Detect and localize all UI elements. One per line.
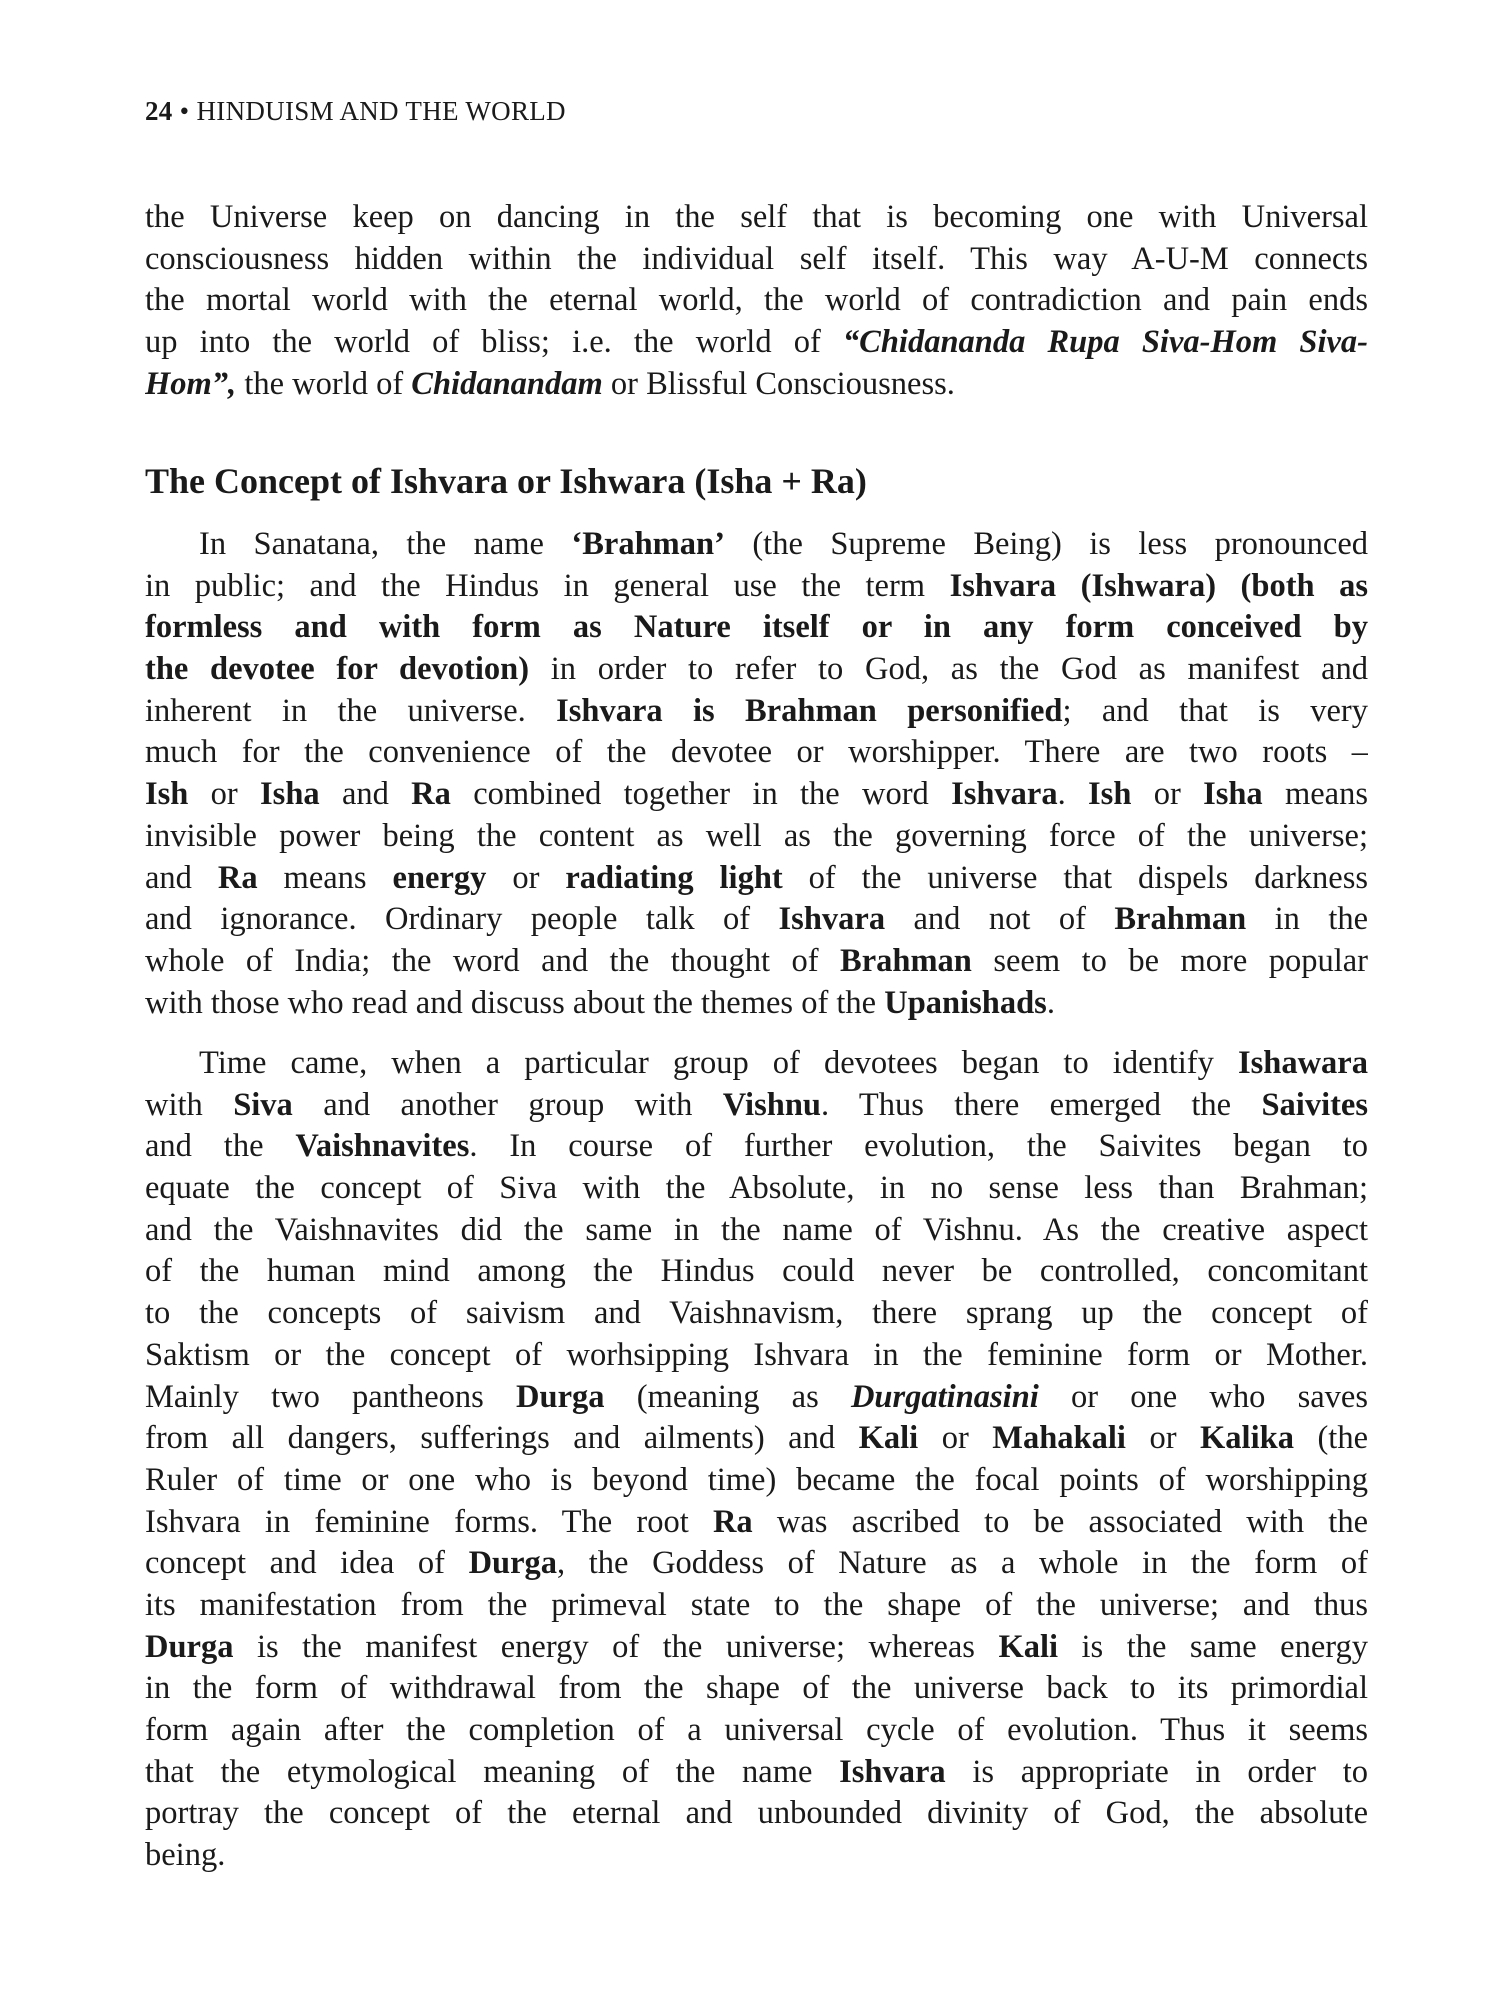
text-line — [145, 899, 1368, 941]
text-run: means — [257, 859, 393, 896]
text-run: form again after the completion of a universal cycle of evolution. Thus it seems — [145, 1712, 1368, 1748]
text-line — [145, 941, 1368, 983]
text-line — [145, 1085, 1368, 1127]
text-line — [145, 524, 1368, 566]
text-line — [145, 1752, 1368, 1794]
emphasized-text: Ish — [145, 776, 189, 813]
emphasized-text: Durgatinasini — [850, 1378, 1039, 1415]
text-line — [145, 607, 1368, 649]
text-line — [145, 1460, 1368, 1502]
text-run: with — [145, 1086, 234, 1123]
running-head — [145, 96, 566, 127]
emphasized-text: energy — [392, 859, 487, 896]
text-run: up into the world of bliss; i.e. the world of — [145, 324, 843, 361]
text-line — [145, 649, 1368, 691]
text-line — [145, 280, 1368, 322]
text-line — [145, 364, 1368, 406]
text-run: and the Vaishnavites did the same in the name of Vishnu. As the creative aspect — [145, 1211, 1368, 1248]
text-run: is the manifest energy of the universe; whereas — [233, 1628, 999, 1665]
emphasized-text: Ish — [1088, 776, 1132, 813]
emphasized-text: ‘Brahman’ — [571, 526, 725, 562]
emphasized-text: Kalika — [1200, 1420, 1294, 1457]
separator: • — [179, 96, 190, 126]
emphasized-text: Kali — [998, 1628, 1059, 1665]
text-run: that the etymological meaning of the name — [145, 1753, 840, 1790]
text-line — [145, 1502, 1368, 1544]
emphasized-text: Siva — [233, 1086, 293, 1123]
text-run: Ruler of time or one who is beyond time) became the focal points of worshipping — [145, 1461, 1368, 1498]
section-heading: The Concept of Ishvara or Ishwara (Isha + Ra) — [145, 461, 867, 501]
text-line — [145, 1377, 1368, 1419]
text-run: the Universe keep on dancing in the self that is becoming one with Universal — [145, 199, 1368, 235]
text-run: or Blissful Consciousness. — [602, 365, 955, 402]
text-run: with those who read and discuss about the themes of the — [145, 984, 885, 1021]
emphasized-text: the devotee for devotion) — [145, 651, 530, 688]
text-run: . In course of further evolution, the Saivites began to — [469, 1128, 1368, 1165]
emphasized-text: Ishvara is Brahman personified — [556, 692, 1063, 729]
text-run: being. — [145, 1837, 226, 1874]
emphasized-text: radiating light — [565, 859, 783, 896]
emphasized-text: Brahman — [840, 942, 972, 979]
text-line — [145, 816, 1368, 858]
text-run: or one who saves — [1038, 1378, 1368, 1415]
emphasized-text: formless and with form as Nature itself or in any form conceived by — [145, 609, 1368, 646]
text-run: and another group with — [292, 1086, 723, 1123]
text-line — [145, 1293, 1368, 1335]
text-line — [145, 1543, 1368, 1585]
text-run: Mainly two pantheons — [145, 1378, 517, 1415]
text-run: concept and idea of — [145, 1545, 469, 1582]
text-run: to the concepts of saivism and Vaishnavism, there sprang up the concept of — [145, 1295, 1368, 1332]
text-line — [145, 732, 1368, 774]
emphasized-text: Ra — [217, 859, 258, 896]
text-line — [145, 197, 1368, 239]
emphasized-text: Isha — [260, 776, 320, 813]
emphasized-text: Mahakali — [992, 1420, 1126, 1457]
text-line — [145, 1710, 1368, 1752]
text-line — [145, 1793, 1368, 1835]
text-run: or — [1131, 776, 1204, 813]
text-run: seem to be more popular — [971, 942, 1368, 979]
text-run: (the Supreme Being) is less pronounced — [724, 526, 1368, 562]
text-run: means — [1262, 776, 1368, 813]
text-run: in public; and the Hindus in general use the term — [145, 567, 950, 604]
emphasized-text: Hom”, — [145, 365, 237, 402]
emphasized-text: Upanishads — [884, 984, 1047, 1021]
emphasized-text: “Chidananda Rupa Siva-Hom Siva- — [842, 324, 1368, 361]
text-line — [145, 1168, 1368, 1210]
emphasized-text: Ra — [411, 776, 451, 813]
text-run: . — [1057, 776, 1089, 813]
text-run: and — [319, 776, 412, 813]
text-run: in order to refer to God, as the God as manifest and — [529, 651, 1368, 688]
text-run: . Thus there emerged the — [820, 1086, 1262, 1123]
text-run: from all dangers, sufferings and ailments) and — [145, 1420, 859, 1457]
emphasized-text: Durga — [516, 1378, 605, 1415]
text-line — [145, 566, 1368, 608]
text-run: and the — [145, 1128, 296, 1165]
text-line — [145, 1210, 1368, 1252]
text-run: In Sanatana, the name — [199, 526, 572, 562]
text-line — [145, 983, 1368, 1025]
text-line — [145, 322, 1368, 364]
emphasized-text: Ishvara (Ishwara) (both as — [949, 567, 1368, 604]
text-run: . — [1046, 984, 1055, 1021]
text-line — [145, 1585, 1368, 1627]
paragraph-saktism — [145, 1043, 1368, 1877]
text-run: or — [486, 859, 566, 896]
text-run: consciousness hidden within the individual self itself. This way A-U-M connects — [145, 240, 1368, 277]
text-run: or — [1125, 1420, 1201, 1457]
text-line — [145, 239, 1368, 281]
emphasized-text: Chidanandam — [411, 365, 603, 402]
text-run: its manifestation from the primeval state to the shape of the universe; and thus — [145, 1586, 1368, 1623]
text-run: of the human mind among the Hindus could never be controlled, concomitant — [145, 1253, 1368, 1290]
text-run: , the Goddess of Nature as a whole in the form of — [557, 1545, 1368, 1582]
text-run: Saktism or the concept of worhsipping Ishvara in the feminine form or Mother. — [145, 1336, 1368, 1373]
text-line — [145, 1418, 1368, 1460]
emphasized-text: Kali — [858, 1420, 919, 1457]
text-run: invisible power being the content as well as the governing force of the universe; — [145, 817, 1368, 854]
text-run: combined together in the word — [450, 776, 952, 813]
paragraph-continued — [145, 197, 1368, 405]
text-line — [145, 1126, 1368, 1168]
emphasized-text: Ra — [712, 1503, 753, 1540]
text-run: Time came, when a particular group of devotees began to identify — [199, 1045, 1238, 1081]
text-run: ; and that is very — [1062, 692, 1368, 729]
emphasized-text: Durga — [468, 1545, 558, 1582]
text-run: and not of — [885, 901, 1115, 938]
text-run: or — [188, 776, 261, 813]
text-line — [145, 1335, 1368, 1377]
emphasized-text: Vaishnavites — [295, 1128, 470, 1165]
emphasized-text: Ishvara — [951, 776, 1058, 813]
emphasized-text: Brahman — [1114, 901, 1247, 938]
text-line — [145, 774, 1368, 816]
text-run: is appropriate in order to — [945, 1753, 1368, 1790]
text-run: or — [918, 1420, 993, 1457]
emphasized-text: Saivites — [1261, 1086, 1368, 1123]
text-line — [145, 1251, 1368, 1293]
text-line — [145, 1668, 1368, 1710]
text-run: was ascribed to be associated with the — [752, 1503, 1368, 1540]
text-run: is the same energy — [1058, 1628, 1368, 1665]
text-run: whole of India; the word and the thought of — [145, 942, 841, 979]
text-run: Ishvara in feminine forms. The root — [145, 1503, 713, 1540]
paragraph-ishvara — [145, 524, 1368, 1024]
text-run: in the form of withdrawal from the shape of the universe back to its primordial — [145, 1670, 1368, 1707]
text-line — [145, 1627, 1368, 1669]
emphasized-text: Ishawara — [1237, 1045, 1368, 1081]
text-line — [145, 1835, 1368, 1877]
text-line — [145, 1043, 1368, 1085]
text-run: portray the concept of the eternal and unbounded divinity of God, the absolute — [145, 1795, 1368, 1832]
emphasized-text: Ishvara — [839, 1753, 946, 1790]
emphasized-text: Vishnu — [722, 1086, 821, 1123]
text-run: of the universe that dispels darkness — [782, 859, 1368, 896]
emphasized-text: Ishvara — [778, 901, 886, 938]
page-number: 24 — [145, 96, 173, 126]
text-line — [145, 858, 1368, 900]
text-run: and — [145, 859, 218, 896]
text-run: the mortal world with the eternal world, the world of contradiction and pain ends — [145, 282, 1368, 319]
emphasized-text: Isha — [1203, 776, 1263, 813]
text-run: (the — [1293, 1420, 1368, 1457]
text-run: (meaning as — [604, 1378, 851, 1415]
text-line — [145, 691, 1368, 733]
emphasized-text: Durga — [145, 1628, 234, 1665]
text-run: much for the convenience of the devotee or worshipper. There are two roots – — [145, 734, 1368, 771]
text-run: equate the concept of Siva with the Absolute, in no sense less than Brahman; — [145, 1170, 1368, 1207]
book-title: HINDUISM AND THE WORLD — [196, 96, 566, 126]
text-run: in the — [1246, 901, 1368, 938]
text-run: the world of — [236, 365, 412, 402]
text-run: inherent in the universe. — [145, 692, 557, 729]
text-run: and ignorance. Ordinary people talk of — [145, 901, 779, 938]
